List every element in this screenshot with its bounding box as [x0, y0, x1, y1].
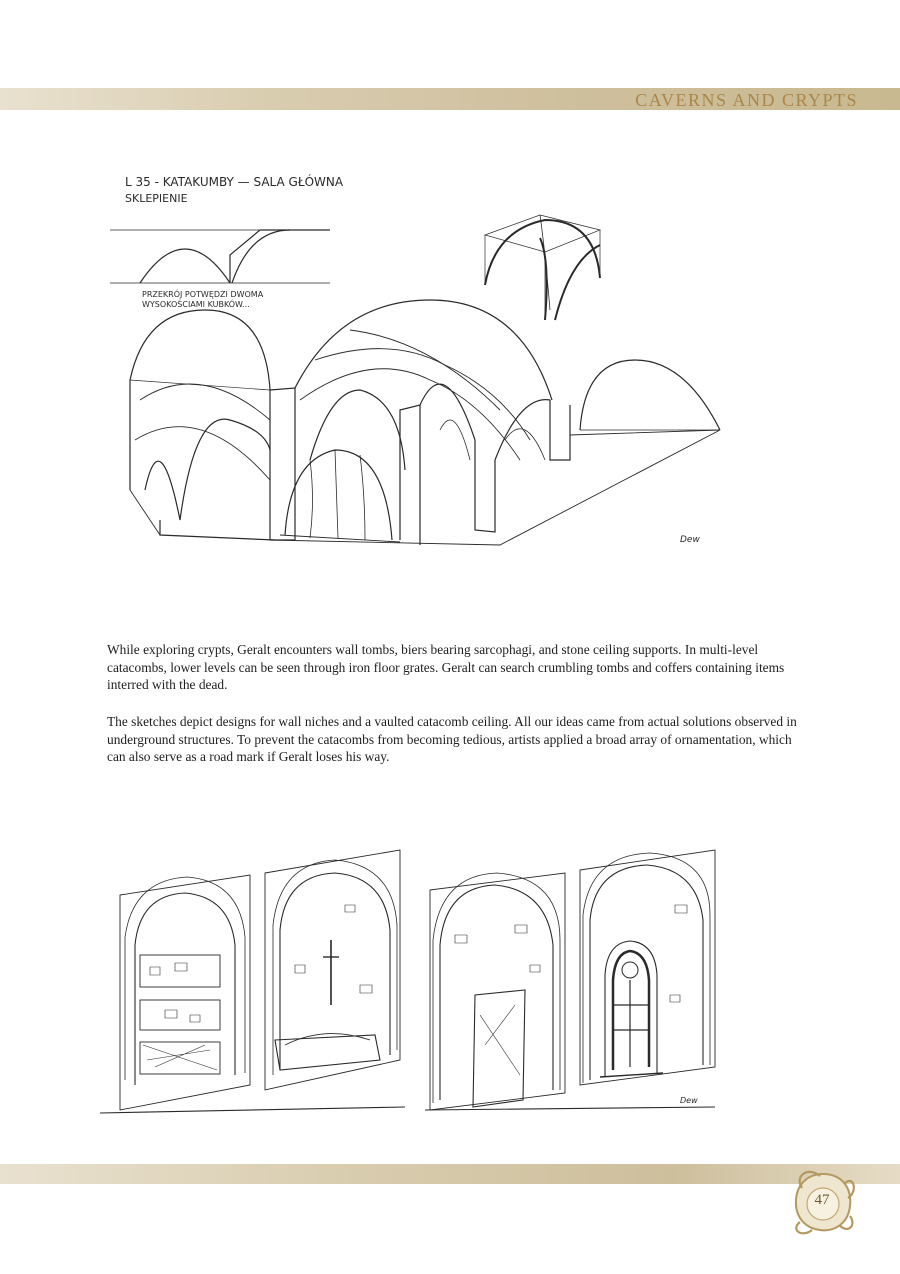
vaulted-ceiling-sketch: [100, 160, 740, 560]
niche-window: [580, 850, 715, 1085]
sketch-note-line2: WYSOKOŚCIAMI KUBKÓW...: [142, 300, 250, 309]
wall-niches-sketch: [95, 845, 725, 1120]
paragraph-crypts: While exploring crypts, Geralt encounters wall tombs, biers bearing sarcophagi, and stone ceiling supports. In multi-level catacombs, lower levels can be seen through iron floor grates. Geralt can search crumbling tombs and coffers containing items interred with the dead.: [107, 642, 785, 692]
section-title: CAVERNS AND CRYPTS: [635, 90, 858, 110]
niche-shelves: [120, 875, 250, 1110]
sketch-note-line1: PRZEKRÓJ POTWĘDZI DWOMA: [142, 290, 264, 299]
paragraph-sketches: The sketches depict designs for wall niches and a vaulted catacomb ceiling. All our ideas came from actual solutions observed in underground structures. To prevent the catacombs from becoming tedious, artists applied a broad array of ornamentation, which can also serve as a road mark if Geralt loses his way.: [107, 714, 797, 764]
sketch-title-line1: L 35 - KATAKUMBY — SALA GŁÓWNA: [125, 175, 344, 189]
niche-sarcophagus: [265, 850, 400, 1090]
page-number: 47: [814, 1192, 830, 1208]
sketch-title-line2: SKLEPIENIE: [125, 192, 188, 205]
footer-band: [0, 1164, 900, 1184]
niche-doorway: [430, 873, 565, 1110]
top-signature: Dew: [680, 535, 700, 545]
bottom-signature: Dew: [680, 1096, 698, 1105]
